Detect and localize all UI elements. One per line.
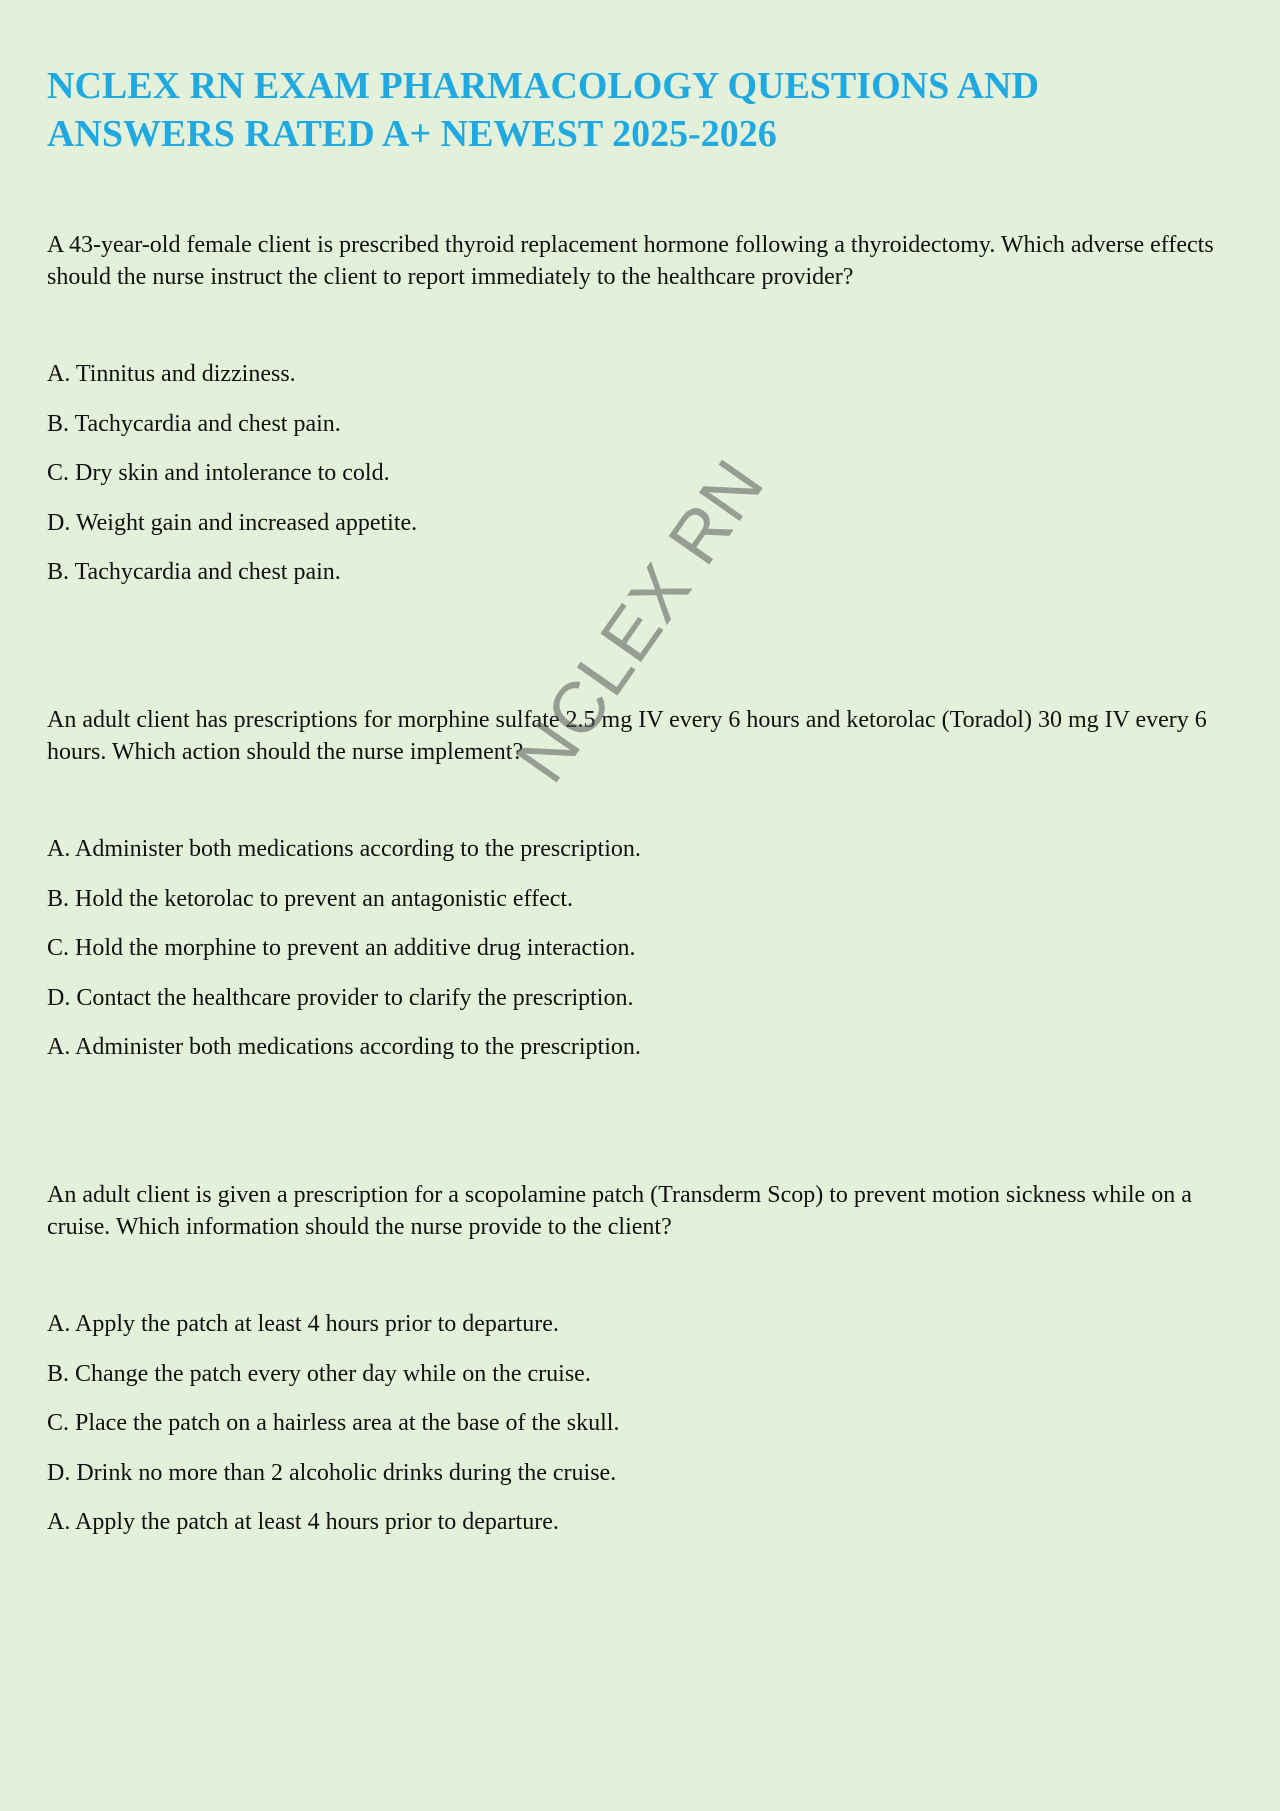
title-line: ANSWERS RATED A+ NEWEST 2025-2026 bbox=[47, 113, 777, 155]
option-a: A. Tinnitus and dizziness. bbox=[47, 361, 296, 387]
question-text: A 43-year-old female client is prescribed thyroid replacement hormone following a thyroidectomy. Which adverse effects should the nurse instruct the client to report immediately to the healthcare provider? bbox=[47, 232, 1214, 290]
option-b: B. Change the patch every other day while on the cruise. bbox=[47, 1360, 591, 1387]
question-text: An adult client is given a prescription for a scopolamine patch (Transderm Scop) to prevent motion sickness while on a cruise. Which information should the nurse provide to the client? bbox=[47, 1182, 1192, 1240]
correct-answer: A. Apply the patch at least 4 hours prior to departure. bbox=[47, 1509, 559, 1535]
question-text: An adult client has prescriptions for morphine sulfate 2.5 mg IV every 6 hours and ketorolac (Toradol) 30 mg IV every 6 hours. Which action should the nurse implement? bbox=[47, 707, 1207, 765]
option-b: B. Hold the ketorolac to prevent an antagonistic effect. bbox=[47, 885, 574, 912]
option-c: C. Place the patch on a hairless area at the base of the skull. bbox=[47, 1410, 620, 1436]
page-title bbox=[47, 62, 1197, 158]
option-a: A. Administer both medications according to the prescription. bbox=[47, 836, 641, 862]
option-c: C. Dry skin and intolerance to cold. bbox=[47, 460, 390, 486]
option-b: B. Tachycardia and chest pain. bbox=[47, 410, 341, 437]
answer-options bbox=[47, 1308, 1237, 1556]
option-d: D. Contact the healthcare provider to clarify the prescription. bbox=[47, 984, 634, 1011]
option-a: A. Apply the patch at least 4 hours prior to departure. bbox=[47, 1311, 559, 1337]
answer-options bbox=[47, 358, 1237, 606]
correct-answer: A. Administer both medications according to the prescription. bbox=[47, 1034, 641, 1060]
watermark-text: NCLEX RN bbox=[500, 445, 780, 797]
correct-answer: B. Tachycardia and chest pain. bbox=[47, 559, 341, 585]
option-d: D. Drink no more than 2 alcoholic drinks during the cruise. bbox=[47, 1459, 617, 1486]
option-c: C. Hold the morphine to prevent an additive drug interaction. bbox=[47, 935, 636, 961]
answer-options bbox=[47, 833, 1237, 1081]
option-d: D. Weight gain and increased appetite. bbox=[47, 509, 418, 536]
title-line: NCLEX RN EXAM PHARMACOLOGY QUESTIONS AND bbox=[47, 65, 1039, 107]
